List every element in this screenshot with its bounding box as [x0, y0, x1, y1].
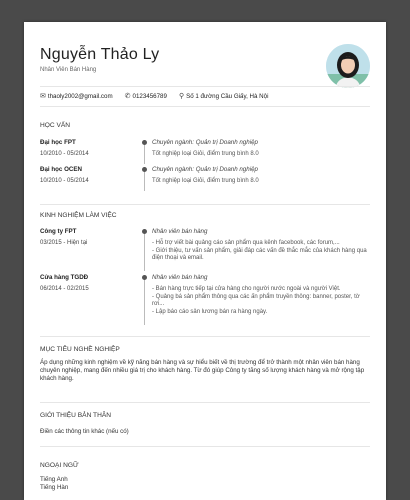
duty-line: - Quảng bá sản phẩm thông qua các ấn phẩm truyền thông: banner, poster, tờ rơi...: [152, 293, 360, 307]
duty-line: - Lập báo cáo sản lương bán ra hàng ngày.: [152, 308, 268, 315]
job-position: Nhân viên bán hàng: [152, 274, 208, 281]
about-title: GIỚI THIỆU BẢN THÂN: [40, 412, 111, 419]
timeline-dot: [142, 229, 147, 234]
education-date: 10/2010 - 05/2014: [40, 178, 89, 184]
education-major: Chuyên ngành: Quản trị Doanh nghiệp: [152, 139, 258, 146]
language-item: Tiếng Anh: [40, 476, 68, 483]
education-date: 10/2010 - 05/2014: [40, 151, 89, 157]
education-item: [40, 139, 370, 167]
avatar: [326, 44, 370, 88]
job-position: Nhân viên bán hàng: [152, 228, 208, 235]
experience-item: [40, 228, 370, 274]
timeline-dot: [142, 167, 147, 172]
education-title: HỌC VẤN: [40, 122, 71, 129]
map-marker-icon: ⚲: [178, 93, 185, 100]
phone-text: 0123456789: [132, 92, 167, 100]
language-item: Tiếng Hàn: [40, 484, 69, 491]
experience-item: [40, 274, 370, 330]
avatar-photo: [326, 44, 370, 88]
resume-page: [24, 22, 386, 500]
company-name: Công ty FPT: [40, 228, 77, 235]
languages-list: [40, 476, 370, 492]
objective-title: MỤC TIÊU NGHỀ NGHIỆP: [40, 346, 120, 353]
school-name: Đại học OCEN: [40, 166, 82, 173]
envelope-icon: ✉: [40, 93, 46, 100]
candidate-name: Nguyễn Thảo Ly: [40, 46, 160, 63]
education-desc: Tốt nghiệp loại Giỏi, điểm trung bình 8.0: [152, 178, 259, 184]
duty-line: - Bán hàng trực tiếp tại cửa hàng cho người nước ngoài và người Việt.: [152, 286, 341, 292]
languages-title: NGOẠI NGỮ: [40, 462, 79, 469]
resume-header: [40, 46, 159, 73]
contact-bar: [40, 92, 370, 100]
duty-line: - Hỗ trợ viết bài quảng cáo sản phẩm qua kênh facebook, các forum,...: [152, 240, 340, 246]
experience-date: 03/2015 - Hiện tại: [40, 240, 88, 246]
contact-divider: [40, 106, 370, 107]
section-divider: [40, 336, 370, 337]
timeline-dot: [142, 275, 147, 280]
timeline-line: [144, 275, 145, 325]
experience-title: KINH NGHIỆM LÀM VIỆC: [40, 212, 117, 219]
education-desc: Tốt nghiệp loại Giỏi, điểm trung bình 8.0: [152, 151, 259, 157]
job-duties: [152, 240, 370, 263]
section-divider: [40, 402, 370, 403]
contact-email[interactable]: [40, 92, 113, 100]
experience-date: 06/2014 - 02/2015: [40, 286, 89, 292]
objective-text: Áp dụng những kinh nghiệm về kỹ năng bán hàng và sự hiểu biết về thị trường để trở thành một nhân viên bán hàng chuyên nghiệp, mang đến nhiều giá trị cho khách hàng. Từ đó giúp Công ty tăng số lượng khách hàng và mở rộng tập khách hàng.: [40, 359, 365, 382]
address-text: Số 1 đường Cầu Giấy, Hà Nội: [186, 92, 269, 100]
contact-phone[interactable]: [125, 92, 167, 100]
email-text: thaoly2002@gmail.com: [47, 92, 113, 100]
header-divider: [40, 86, 370, 87]
education-major: Chuyên ngành: Quản trị Doanh nghiệp: [152, 166, 258, 173]
phone-icon: ✆: [124, 93, 131, 100]
school-name: Đại học FPT: [40, 139, 76, 146]
duty-line: - Giới thiệu, tư vấn sản phẩm, giải đáp các vấn đề thắc mắc của khách hàng qua điện thoại và email.: [152, 247, 367, 261]
job-duties: [152, 286, 370, 316]
education-item: [40, 166, 370, 194]
candidate-role: Nhân Viên Bán Hàng: [40, 67, 97, 73]
timeline-line: [144, 229, 145, 271]
about-text: Điền các thông tin khác (nếu có): [40, 428, 129, 435]
contact-address: [179, 92, 269, 100]
company-name: Cửa hàng TGDĐ: [40, 274, 89, 281]
timeline-dot: [142, 140, 147, 145]
section-divider: [40, 204, 370, 205]
section-divider: [40, 446, 370, 447]
